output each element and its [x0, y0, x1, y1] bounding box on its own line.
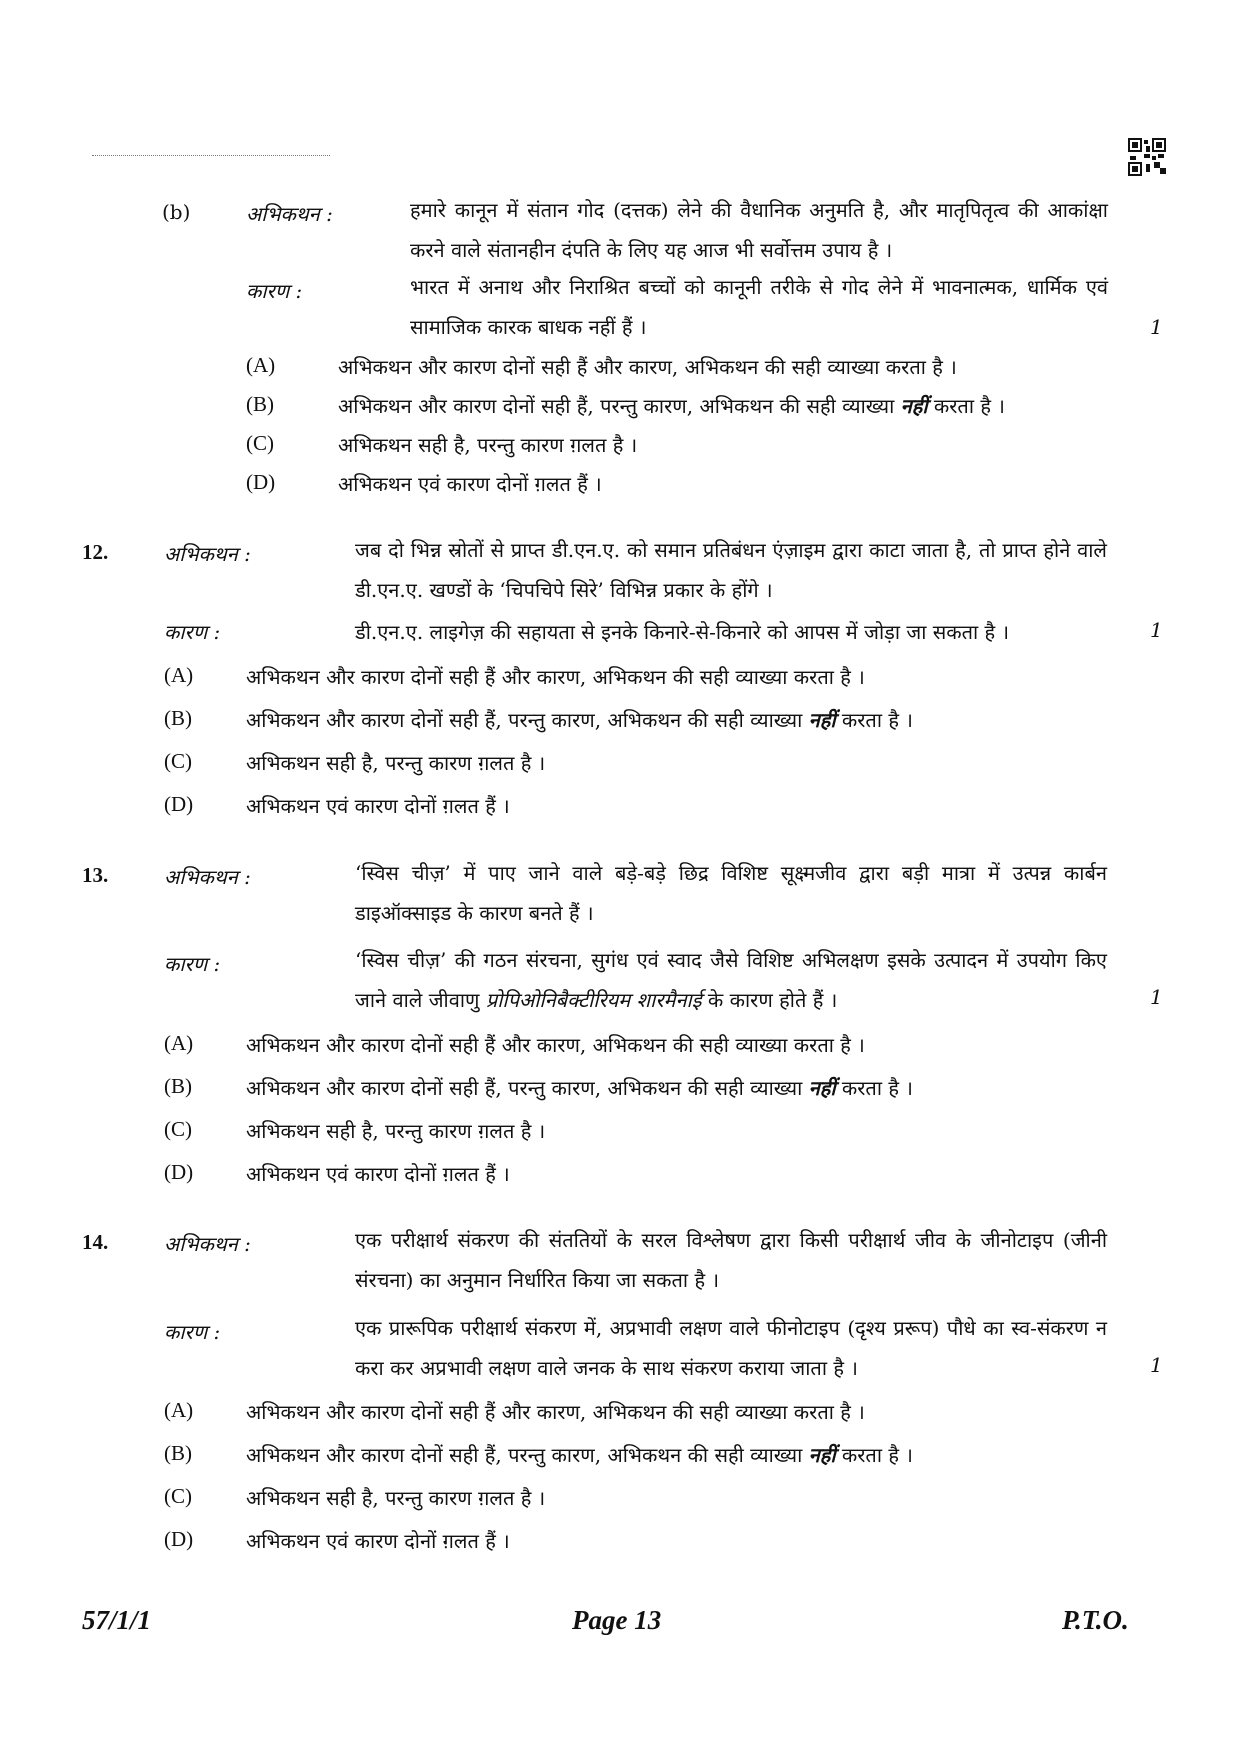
assertion-text: जब दो भिन्न स्रोतों से प्राप्त डी.एन.ए. को समान प्रतिबंधन एंज़ाइम द्वारा काटा जाता है, तो प्राप्त होने वाले डी.एन.ए. खण्डों के ‘चिपचिपे सिरे’ विभिन्न प्रकार के होंगे ।	[355, 538, 1107, 602]
reason-label: कारण :	[164, 620, 221, 644]
option-d-text: अभिकथन एवं कारण दोनों ग़लत हैं ।	[246, 794, 510, 818]
reason-text: डी.एन.ए. लाइगेज़ की सहायता से इनके किनारे-से-किनारे को आपस में जोड़ा जा सकता है ।	[355, 620, 1010, 644]
option-b-label: (B)	[164, 1074, 192, 1098]
header-rule	[92, 155, 330, 156]
option-c-label: (C)	[164, 749, 192, 773]
option-b-label: (B)	[246, 392, 274, 416]
option-c-text: अभिकथन सही है, परन्तु कारण ग़लत है ।	[246, 1486, 546, 1510]
option-d-text: अभिकथन एवं कारण दोनों ग़लत हैं ।	[246, 1529, 510, 1553]
option-d-text: अभिकथन एवं कारण दोनों ग़लत हैं ।	[338, 472, 602, 496]
option-b-text: अभिकथन और कारण दोनों सही हैं, परन्तु कारण, अभिकथन की सही व्याख्या नहीं करता है ।	[246, 1443, 913, 1467]
option-a-text: अभिकथन और कारण दोनों सही हैं और कारण, अभिकथन की सही व्याख्या करता है ।	[246, 665, 865, 689]
question-number: 12.	[82, 540, 109, 564]
option-d-label: (D)	[164, 792, 194, 816]
assertion-text: ‘स्विस चीज़’ में पाए जाने वाले बड़े-बड़े छिद्र विशिष्ट सूक्ष्मजीव द्वारा बड़ी मात्रा में उत्पन्न कार्बन डाइऑक्साइड के कारण बनते हैं ।	[355, 861, 1107, 925]
option-a-label: (A)	[164, 1398, 194, 1422]
assertion-text: हमारे कानून में संतान गोद (दत्तक) लेने की वैधानिक अनुमति है, और मातृपितृत्व की आकांक्षा करने वाले संतानहीन दंपति के लिए यह आज भी सर्वोत्तम उपाय है ।	[410, 198, 1108, 262]
option-c-label: (C)	[246, 431, 274, 455]
option-a-text: अभिकथन और कारण दोनों सही हैं और कारण, अभिकथन की सही व्याख्या करता है ।	[246, 1400, 865, 1424]
option-a-text: अभिकथन और कारण दोनों सही हैं और कारण, अभिकथन की सही व्याख्या करता है ।	[246, 1033, 865, 1057]
assertion-label: अभिकथन :	[164, 1232, 251, 1256]
assertion-label: अभिकथन :	[246, 202, 333, 226]
question-number: 13.	[82, 863, 109, 887]
option-c-label: (C)	[164, 1484, 192, 1508]
marks-label: 1	[1150, 618, 1163, 642]
option-a-label: (A)	[164, 663, 194, 687]
marks-label: 1	[1150, 315, 1163, 339]
option-c-text: अभिकथन सही है, परन्तु कारण ग़लत है ।	[246, 1119, 546, 1143]
option-c-text: अभिकथन सही है, परन्तु कारण ग़लत है ।	[246, 751, 546, 775]
paper-code: 57/1/1	[82, 1605, 152, 1635]
option-b-text: अभिकथन और कारण दोनों सही हैं, परन्तु कारण, अभिकथन की सही व्याख्या नहीं करता है ।	[246, 1076, 913, 1100]
reason-text: ‘स्विस चीज़’ की गठन संरचना, सुगंध एवं स्वाद जैसे विशिष्ट अभिलक्षण इसके उत्पादन में उपयोग किए जाने वाले जीवाणु प्रोपिओनिबैक्टीरियम शारमैनाई के कारण होते हैं ।	[355, 948, 1107, 1012]
option-c-label: (C)	[164, 1117, 192, 1141]
marks-label: 1	[1150, 985, 1163, 1009]
reason-text: एक प्रारूपिक परीक्षार्थ संकरण में, अप्रभावी लक्षण वाले फीनोटाइप (दृश्य प्ररूप) पौधे का स्व-संकरण न करा कर अप्रभावी लक्षण वाले जनक के साथ संकरण कराया जाता है ।	[355, 1316, 1107, 1380]
reason-label: कारण :	[164, 952, 221, 976]
page-number: Page 13	[572, 1605, 662, 1635]
question-part-label: (b)	[162, 200, 191, 224]
option-d-label: (D)	[246, 470, 276, 494]
reason-text: भारत में अनाथ और निराश्रित बच्चों को कानूनी तरीके से गोद लेने में भावनात्मक, धार्मिक एवं सामाजिक कारक बाधक नहीं हैं ।	[410, 275, 1108, 339]
assertion-label: अभिकथन :	[164, 865, 251, 889]
option-b-label: (B)	[164, 1441, 192, 1465]
option-a-label: (A)	[246, 353, 276, 377]
marks-label: 1	[1150, 1353, 1163, 1377]
reason-label: कारण :	[164, 1320, 221, 1344]
reason-label: कारण :	[246, 279, 303, 303]
option-a-label: (A)	[164, 1031, 194, 1055]
option-b-label: (B)	[164, 706, 192, 730]
option-d-label: (D)	[164, 1527, 194, 1551]
option-c-text: अभिकथन सही है, परन्तु कारण ग़लत है ।	[338, 433, 638, 457]
qr-code-icon	[1128, 138, 1166, 176]
assertion-label: अभिकथन :	[164, 542, 251, 566]
option-b-text: अभिकथन और कारण दोनों सही हैं, परन्तु कारण, अभिकथन की सही व्याख्या नहीं करता है ।	[338, 394, 1005, 418]
question-number: 14.	[82, 1230, 109, 1254]
option-d-label: (D)	[164, 1160, 194, 1184]
pto-label: P.T.O.	[1062, 1605, 1129, 1635]
option-a-text: अभिकथन और कारण दोनों सही हैं और कारण, अभिकथन की सही व्याख्या करता है ।	[338, 355, 957, 379]
assertion-text: एक परीक्षार्थ संकरण की संततियों के सरल विश्लेषण द्वारा किसी परीक्षार्थ जीव के जीनोटाइप (जीनी संरचना) का अनुमान निर्धारित किया जा सकता है ।	[355, 1228, 1107, 1292]
option-d-text: अभिकथन एवं कारण दोनों ग़लत हैं ।	[246, 1162, 510, 1186]
option-b-text: अभिकथन और कारण दोनों सही हैं, परन्तु कारण, अभिकथन की सही व्याख्या नहीं करता है ।	[246, 708, 913, 732]
